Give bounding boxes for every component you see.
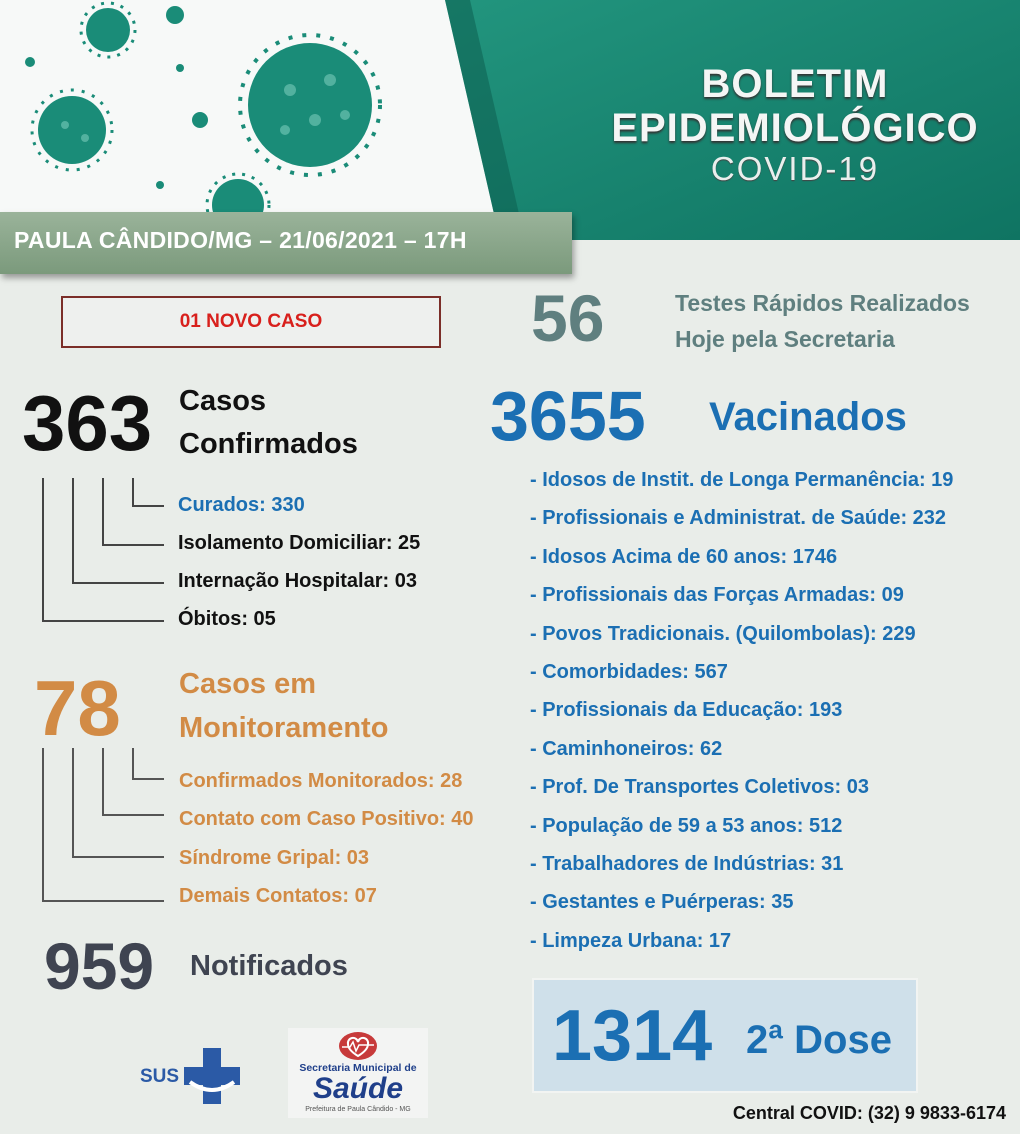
ribbon-text: PAULA CÂNDIDO/MG – 21/06/2021 – 17H — [14, 227, 467, 253]
confirmed-label-line1: Casos — [179, 385, 267, 417]
list-item: - Prof. De Transportes Coletivos: 03 — [530, 776, 869, 799]
notified-number: 959 — [44, 929, 155, 1003]
notified-label: Notificados — [190, 950, 348, 982]
list-item: - Profissionais e Administrat. de Saúde: 232 — [530, 507, 947, 530]
list-item: - Idosos de Instit. de Longa Permanência: 19 — [530, 469, 954, 491]
saude-line2: Saúde — [312, 1072, 404, 1105]
heart-icon — [338, 1030, 378, 1062]
other-contacts-stat: Demais Contatos: 07 — [179, 885, 377, 907]
list-item: - Comorbidades: 567 — [530, 660, 728, 683]
monitoring-label-line2: Monitoramento — [179, 712, 389, 744]
deaths-stat: Óbitos: 05 — [178, 608, 276, 630]
monitoring-number: 78 — [34, 664, 121, 752]
rapid-tests-label-line2: Hoje pela Secretaria — [675, 326, 895, 352]
list-item: - Caminhoneiros: 62 — [530, 737, 723, 760]
title-line-2: EPIDEMIOLÓGICO — [611, 106, 979, 150]
coronavirus-icon — [0, 0, 470, 225]
vaccinated-groups-list — [530, 469, 953, 968]
secretaria-saude-logo — [288, 1028, 428, 1118]
tree-line — [42, 748, 164, 902]
list-item: - Profissionais das Forças Armadas: 09 — [530, 584, 904, 607]
saude-line1: Secretaria Municipal de — [299, 1062, 417, 1074]
second-dose-number: 1314 — [552, 996, 713, 1076]
cured-stat: Curados: 330 — [178, 494, 305, 516]
saude-line3: Prefeitura de Paula Cândido - MG — [305, 1106, 411, 1113]
vaccinated-label: Vacinados — [709, 395, 907, 439]
confirmed-label-line2: Confirmados — [179, 428, 358, 460]
second-dose-box — [532, 978, 918, 1093]
sus-text: SUS — [140, 1066, 180, 1087]
home-isolation-stat: Isolamento Domiciliar: 25 — [178, 532, 421, 554]
rapid-tests-label-line1: Testes Rápidos Realizados — [675, 290, 970, 316]
sus-logo — [140, 1048, 242, 1104]
hospitalized-stat: Internação Hospitalar: 03 — [178, 570, 417, 592]
list-item: - Trabalhadores de Indústrias: 31 — [530, 852, 844, 875]
list-item: - Profissionais da Educação: 193 — [530, 699, 843, 722]
central-covid-phone: Central COVID: (32) 9 9833-6174 — [732, 1103, 1006, 1123]
list-item: - Gestantes e Puérperas: 35 — [530, 891, 794, 914]
second-dose-label: 2ª Dose — [746, 1018, 892, 1062]
rapid-tests-number: 56 — [531, 281, 605, 355]
monitoring-label-line1: Casos em — [179, 668, 317, 700]
location-date-ribbon — [0, 212, 572, 274]
list-item: - População de 59 a 53 anos: 512 — [530, 814, 843, 837]
confirmed-number: 363 — [22, 379, 153, 467]
cross-icon — [184, 1048, 240, 1104]
list-item: - Limpeza Urbana: 17 — [530, 929, 732, 952]
flu-syndrome-stat: Síndrome Gripal: 03 — [179, 847, 370, 869]
monitored-confirmed-stat: Confirmados Monitorados: 28 — [179, 770, 463, 792]
positive-contact-stat: Contato com Caso Positivo: 40 — [179, 808, 474, 830]
vaccinated-number: 3655 — [490, 377, 646, 455]
title-line-1: BOLETIM — [701, 62, 889, 106]
list-item: - Idosos Acima de 60 anos: 1746 — [530, 545, 838, 568]
new-case-box: 01 NOVO CASO — [61, 296, 441, 348]
title-line-3: COVID-19 — [710, 150, 880, 187]
tree-line — [42, 478, 164, 622]
list-item: - Povos Tradicionais. (Quilombolas): 229 — [530, 622, 916, 645]
